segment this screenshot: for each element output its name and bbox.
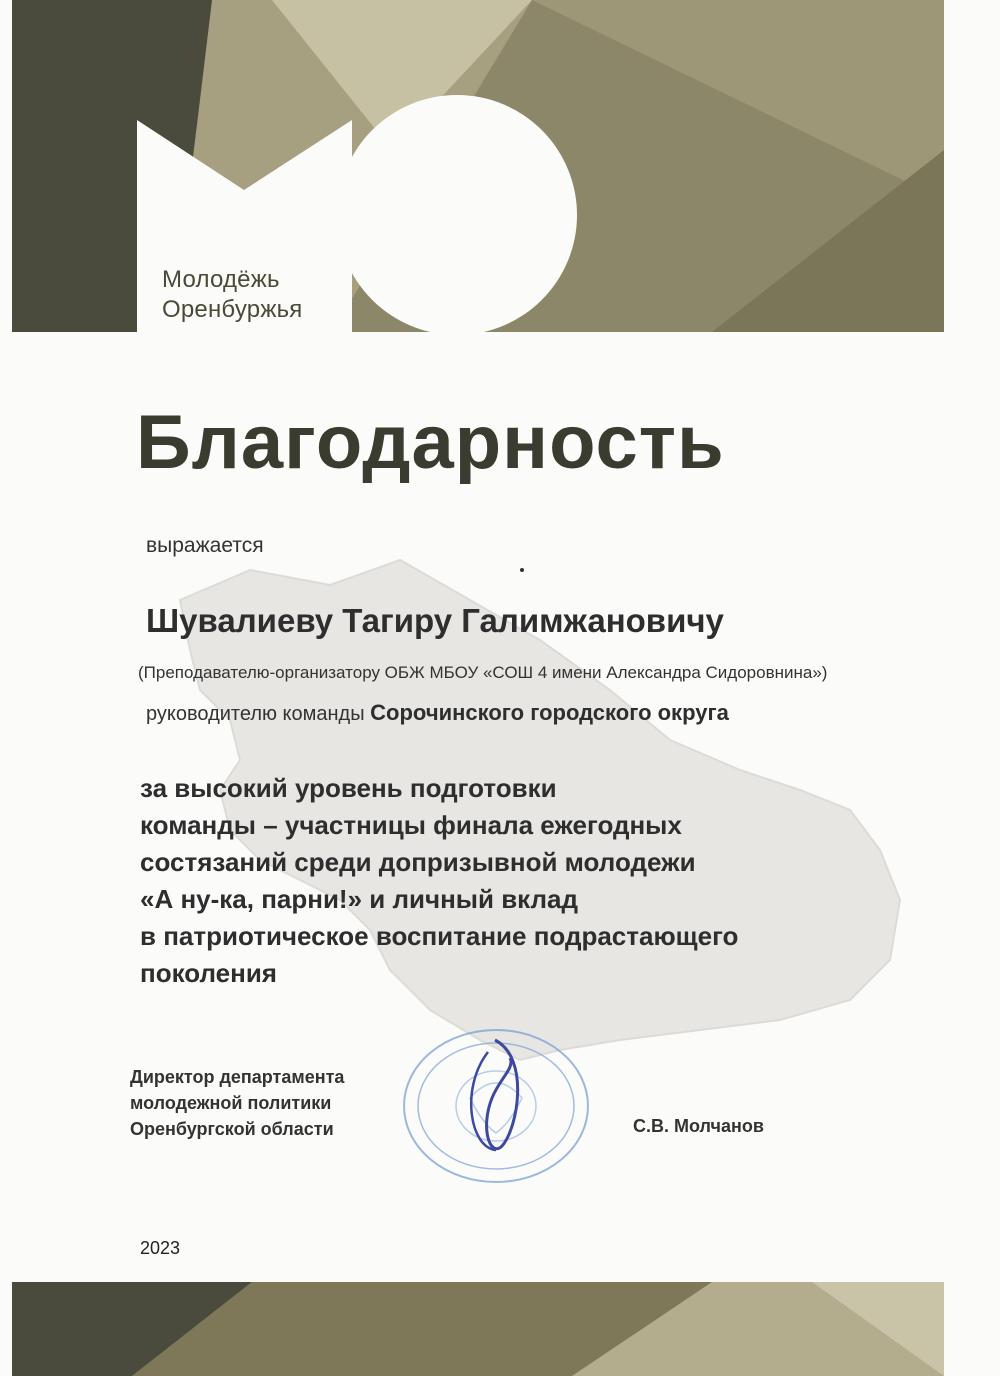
recipient-role [146, 700, 729, 726]
reason-line: «А ну-ка, парни!» и личный вклад [140, 884, 578, 914]
ink-dot [520, 568, 524, 572]
reason-line: команды – участницы финала ежегодных [140, 810, 682, 840]
signatory-title [130, 1064, 344, 1142]
recipient-name: Шувалиеву Тагиру Галимжановичу [146, 602, 724, 639]
signatory-title-line: Директор департамента [130, 1067, 345, 1087]
intro-text: выражается [146, 534, 264, 557]
signatory-name: С.В. Молчанов [633, 1116, 764, 1136]
role-team: Сорочинского городского округа [370, 700, 729, 725]
reason-line: поколения [140, 958, 277, 988]
document-title: Благодарность [136, 400, 725, 485]
brand-logo [12, 0, 944, 332]
role-prefix: руководителю команды [146, 703, 365, 725]
document-year: 2023 [140, 1238, 181, 1258]
header-banner [12, 0, 944, 332]
reason-line: за высокий уровень подготовки [140, 773, 557, 803]
reason-line: состязаний среди допризывной молодежи [140, 847, 696, 877]
brand-line-2: Оренбуржья [162, 296, 303, 323]
reason-text [140, 770, 900, 992]
signatory-title-line: Оренбургской области [130, 1119, 334, 1139]
official-stamp [400, 1028, 600, 1188]
brand-line-1: Молодёжь [162, 266, 280, 293]
footer-banner [12, 1282, 944, 1376]
recipient-position: (Преподавателю-организатору ОБЖ МБОУ «СОШ 4 имени Александра Сидоровнина») [138, 663, 828, 682]
signatory-title-line: молодежной политики [130, 1093, 332, 1113]
reason-line: в патриотическое воспитание подрастающего [140, 921, 739, 951]
